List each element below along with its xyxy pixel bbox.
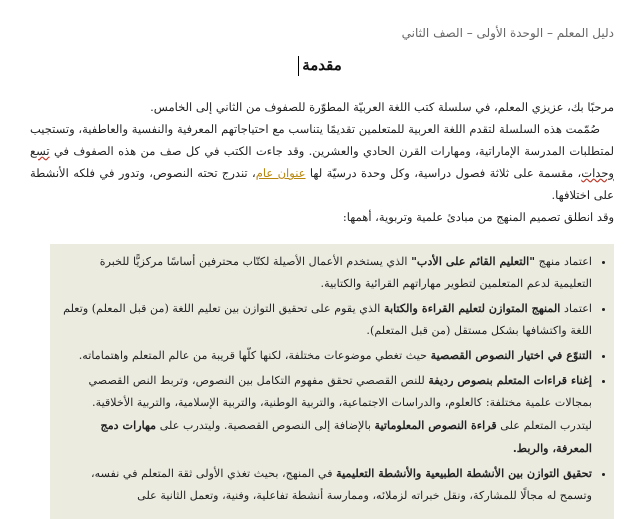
principles-box [50, 244, 614, 519]
principle-text: اعتماد [560, 302, 592, 315]
text-cursor [298, 56, 299, 76]
principle-bold: قراءة النصوص المعلوماتية [374, 418, 497, 432]
principle-text: في المنهج، بحيث تغذي الأولى ثقة المتعلم في نفسه، وتسمح له مجالًا للمشاركة، ونقل خبراته لزملائه، وممارسة أنشطة تفاعلية، وفنية، وتعمل الثانية على [90, 467, 592, 502]
page-title [0, 56, 640, 76]
principle-text: حيث تغطي موضوعات مختلفة، لكنها كلّها قريبة من عالم المتعلم واهتماماته. [78, 349, 431, 362]
principle-item [60, 369, 592, 460]
page-title-text: مقدمة [302, 56, 342, 74]
principle-bold: مهارات دمج المعرفة، والربط. [100, 418, 592, 455]
principle-text: الذي يقوم على تحقيق التوازن بين تعليم اللغة (من قبل المعلم) وتعلم اللغة واكتشافها بشكل مستقل (من قبل المتعلم). [63, 302, 592, 337]
principle-bold: المنهج المتوازن لتعليم القراءة والكتابة [383, 301, 561, 315]
principle-text: الذي يستخدم الأعمال الأصيلة لكتّاب محترفين أساسًا مركزيًّا للخبرة التعليمية لدعم المتعلمين لتطوير مهاراتهم القرائية والكتابية. [99, 255, 592, 290]
principle-bold: التنوّع في اختيار النصوص القصصية [430, 348, 592, 362]
principles-list [60, 250, 606, 507]
running-header: دليل المعلم – الوحدة الأولى – الصف الثاني [401, 26, 614, 40]
intro-section [30, 96, 614, 228]
intro-text-b: ، مقسمة على ثلاثة فصول دراسية، وكل وحدة درسيّة لها [305, 166, 582, 180]
principle-text: اعتماد منهج [535, 255, 592, 268]
intro-paragraph [30, 118, 614, 206]
principle-item [60, 297, 592, 342]
principle-item [60, 462, 592, 507]
principle-item [60, 250, 592, 295]
principle-bold: إغناء قراءات المتعلم بنصوص رديفة [428, 373, 592, 387]
intro-text-a: صُمّمت هذه السلسلة لتقدم اللغة العربية للمتعلمين تقديمًا يتناسب مع احتياجاتهم المعرفية والنفسية والعاطفية، وتستجيب لمتطلبات المدرسة الإماراتية، ومهارات القرن الحادي والعشرين. وقد جاءت الكتب في كل صف من هذه الصفوف في [30, 122, 614, 158]
intro-greeting: مرحبًا بك، عزيزي المعلم، في سلسلة كتب اللغة العربيّة المطوّرة للصفوف من الثاني إلى الخامس. [150, 100, 614, 114]
intro-underlined-units: تسع وحدات [30, 144, 614, 180]
intro-underlined-title: عنوان عام [255, 166, 306, 180]
intro-text-c: ، تندرج تحته النصوص، وتدور في فلكه الأنشطة على اختلافها. [30, 166, 614, 202]
principle-bold: تحقيق التوازن بين الأنشطة الطبيعية والأنشطة التعليمية [336, 466, 592, 480]
principle-text: بالإضافة إلى النصوص القصصية. وليتدرب على [156, 419, 375, 432]
principle-item [60, 344, 592, 367]
principles-lead: وقد انطلق تصميم المنهج من مبادئ علمية وتربوية، أهمها: [342, 210, 614, 224]
principle-bold: "التعليم القائم على الأدب" [411, 254, 536, 268]
principle-text: للنص القصصي تحقق مفهوم التكامل بين النصوص، وتربط النص القصصي بمجالات علمية مختلفة: كالعلوم، والدراسات الاجتماعية، والتربية الوطنية، والتربية الإسلامية، والتربية الأخلاقية. ليتدرب المتعلم على [88, 374, 592, 432]
